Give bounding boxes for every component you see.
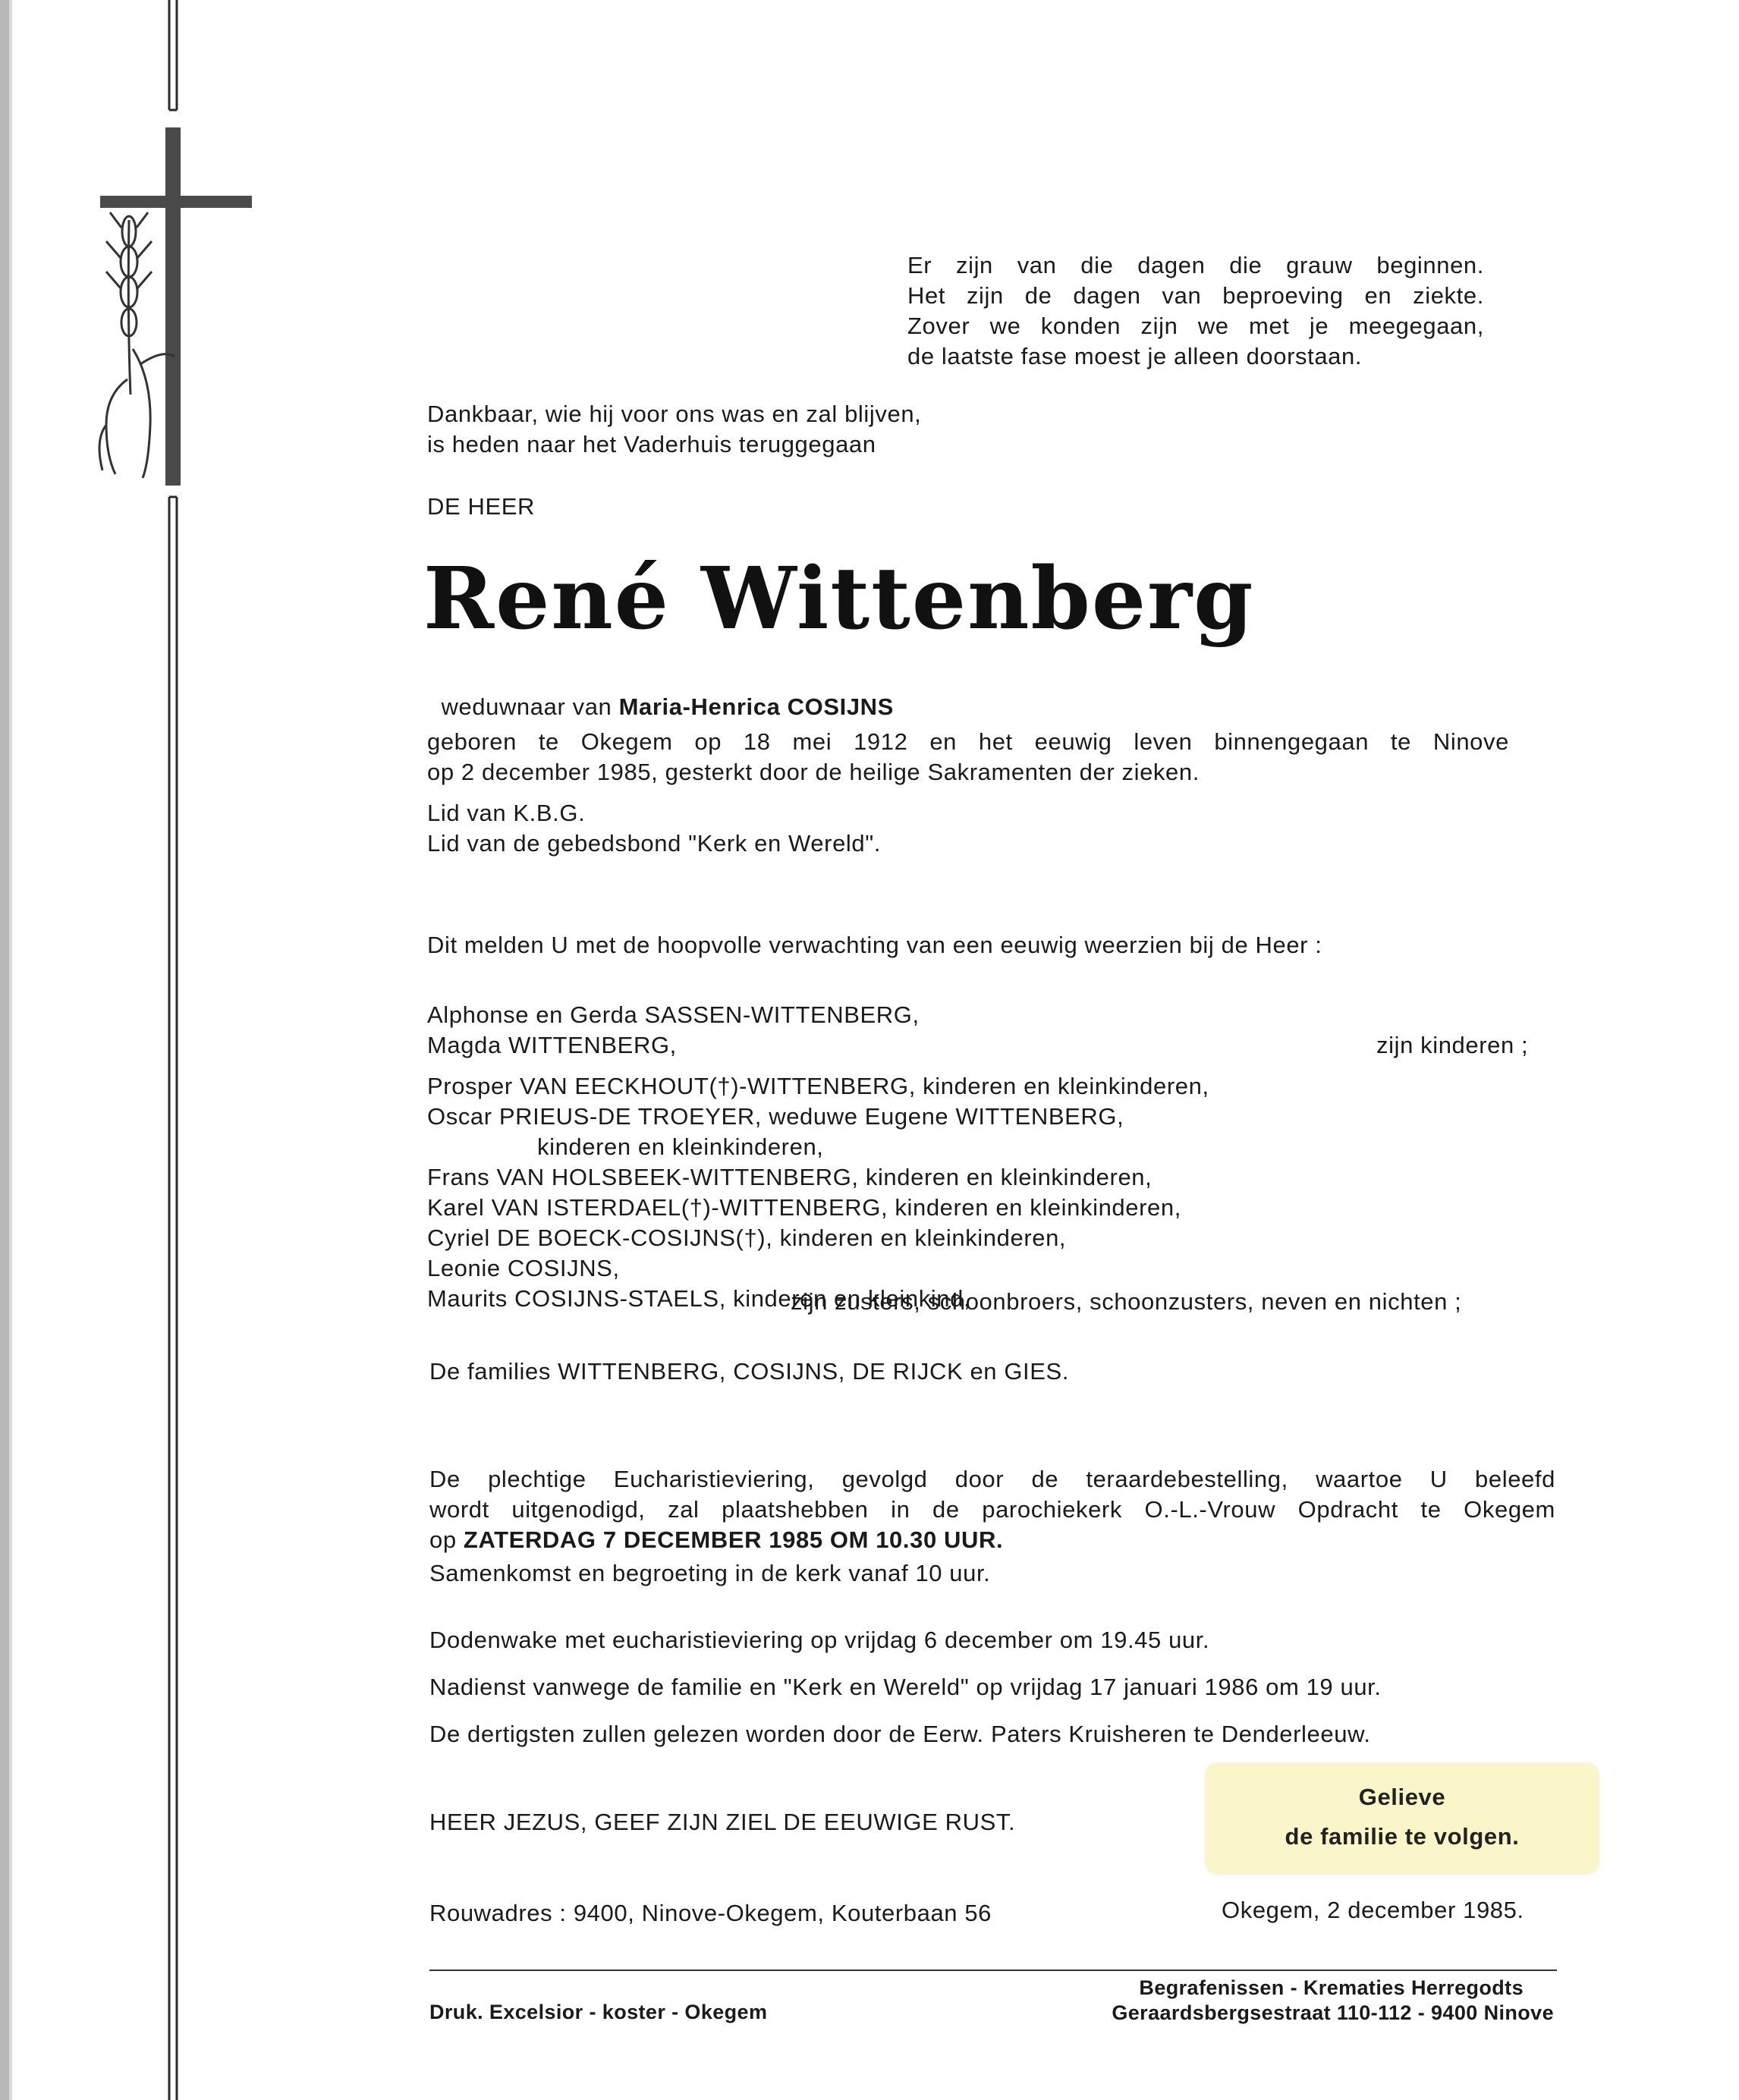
intro-block bbox=[427, 399, 921, 460]
children-block bbox=[427, 1000, 920, 1061]
announcement: Dit melden U met de hoopvolle verwachting van een eeuwig weerzien bij de Heer : bbox=[427, 932, 1322, 958]
poem-line: Zover we konden zijn we met je meegegaan, bbox=[907, 313, 1484, 339]
deceased-name: René Wittenberg bbox=[423, 549, 1255, 649]
widower-prefix: weduwnaar van bbox=[441, 693, 612, 720]
ceremony-line: De plechtige Eucharistieviering, gevolgd door de teraardebestelling, waartoe U beleefd bbox=[429, 1466, 1555, 1492]
sibling-line: Frans VAN HOLSBEEK-WITTENBERG, kinderen en kleinkinderen, bbox=[427, 1164, 1153, 1190]
families-line: De families WITTENBERG, COSIJNS, DE RIJCK en GIES. bbox=[429, 1358, 1070, 1385]
children-label: zijn kinderen ; bbox=[1376, 1032, 1529, 1058]
child-line: Alphonse en Gerda SASSEN-WITTENBERG, bbox=[427, 1001, 920, 1028]
cross-wheat-icon bbox=[61, 0, 258, 2100]
memorial-line: Nadienst vanwege de familie en "Kerk en Wereld" op vrijdag 17 januari 1986 om 19 uur. bbox=[429, 1674, 1382, 1700]
poem-line: Het zijn de dagen van beproeving en ziekte. bbox=[907, 282, 1484, 309]
place-date-line: Okegem, 2 december 1985. bbox=[1222, 1897, 1524, 1923]
poem-line: Er zijn van die dagen die grauw beginnen. bbox=[907, 252, 1484, 278]
prayer-line: HEER JEZUS, GEEF ZIJN ZIEL DE EEUWIGE RUST. bbox=[429, 1809, 1016, 1835]
sibling-line: Leonie COSIJNS, bbox=[427, 1255, 620, 1281]
sibling-line: Cyriel DE BOECK-COSIJNS(†), kinderen en kleinkinderen, bbox=[427, 1224, 1067, 1251]
page-edge-light bbox=[9, 0, 12, 2100]
sibling-line: Karel VAN ISTERDAEL(†)-WITTENBERG, kinderen en kleinkinderen, bbox=[427, 1194, 1181, 1221]
intro-line: is heden naar het Vaderhuis teruggegaan bbox=[427, 431, 876, 457]
ceremony-date-line bbox=[429, 1525, 1555, 1555]
sticker-line: de familie te volgen. bbox=[1285, 1823, 1520, 1850]
sibling-line: Prosper VAN EECKHOUT(†)-WITTENBERG, kinderen en kleinkinderen, bbox=[427, 1073, 1209, 1099]
poem-block bbox=[907, 250, 1484, 372]
printer-line: Druk. Excelsior - koster - Okegem bbox=[429, 2001, 768, 2023]
birth-block bbox=[427, 727, 1509, 788]
sibling-line: Oscar PRIEUS-DE TROEYER, weduwe Eugene WITTENBERG, bbox=[427, 1103, 1124, 1130]
address-line: Rouwadres : 9400, Ninove-Okegem, Kouterbaan 56 bbox=[429, 1900, 992, 1926]
funeral-home-line: Begrafenissen - Krematies Herregodts bbox=[1139, 1976, 1524, 1999]
spouse-name: Maria-Henrica COSIJNS bbox=[618, 693, 894, 720]
poem-line: de laatste fase moest je alleen doorstaan. bbox=[907, 343, 1363, 369]
memberships-block bbox=[427, 798, 881, 859]
child-line: Magda WITTENBERG, bbox=[427, 1032, 677, 1058]
ceremony-prefix: op bbox=[429, 1526, 457, 1553]
sibling-line: kinderen en kleinkinderen, bbox=[537, 1133, 824, 1160]
ceremony-date: ZATERDAG 7 DECEMBER 1985 OM 10.30 UUR. bbox=[463, 1526, 1004, 1553]
funeral-home-line: Geraardsbergsestraat 110-112 - 9400 Ninove bbox=[1112, 2001, 1554, 2024]
funeral-home-block bbox=[1085, 1976, 1554, 2026]
meeting-line: Samenkomst en begroeting in de kerk vanaf 10 uur. bbox=[429, 1560, 991, 1586]
wake-line: Dodenwake met eucharistieviering op vrijdag 6 december om 19.45 uur. bbox=[429, 1627, 1210, 1653]
membership-line: Lid van K.B.G. bbox=[427, 800, 586, 826]
widower-line bbox=[427, 662, 894, 722]
footer-divider bbox=[429, 1970, 1557, 1971]
page-edge-shadow bbox=[0, 0, 9, 2100]
birth-line: op 2 december 1985, gesterkt door de heilige Sakramenten der zieken. bbox=[427, 759, 1200, 785]
thirty-days-line: De dertigsten zullen gelezen worden door de Eerw. Paters Kruisheren te Denderleeuw. bbox=[429, 1721, 1371, 1747]
ceremony-block bbox=[429, 1464, 1555, 1555]
title: DE HEER bbox=[427, 493, 536, 520]
intro-line: Dankbaar, wie hij voor ons was en zal blijven, bbox=[427, 401, 922, 427]
siblings-block bbox=[427, 1071, 1209, 1314]
sticker-line: Gelieve bbox=[1358, 1784, 1446, 1810]
birth-line: geboren te Okegem op 18 mei 1912 en het eeuwig leven binnengegaan te Ninove bbox=[427, 728, 1509, 755]
sibling-line: Maurits COSIJNS-STAELS, kinderen en kleinkind, bbox=[427, 1285, 971, 1312]
follow-family-sticker bbox=[1206, 1764, 1598, 1873]
ceremony-line: wordt uitgenodigd, zal plaatshebben in de parochiekerk O.-L.-Vrouw Opdracht te Okegem bbox=[429, 1496, 1555, 1523]
membership-line: Lid van de gebedsbond "Kerk en Wereld". bbox=[427, 830, 882, 857]
siblings-label: zijn zusters, schoonbroers, schoonzusters, neven en nichten ; bbox=[791, 1288, 1462, 1315]
